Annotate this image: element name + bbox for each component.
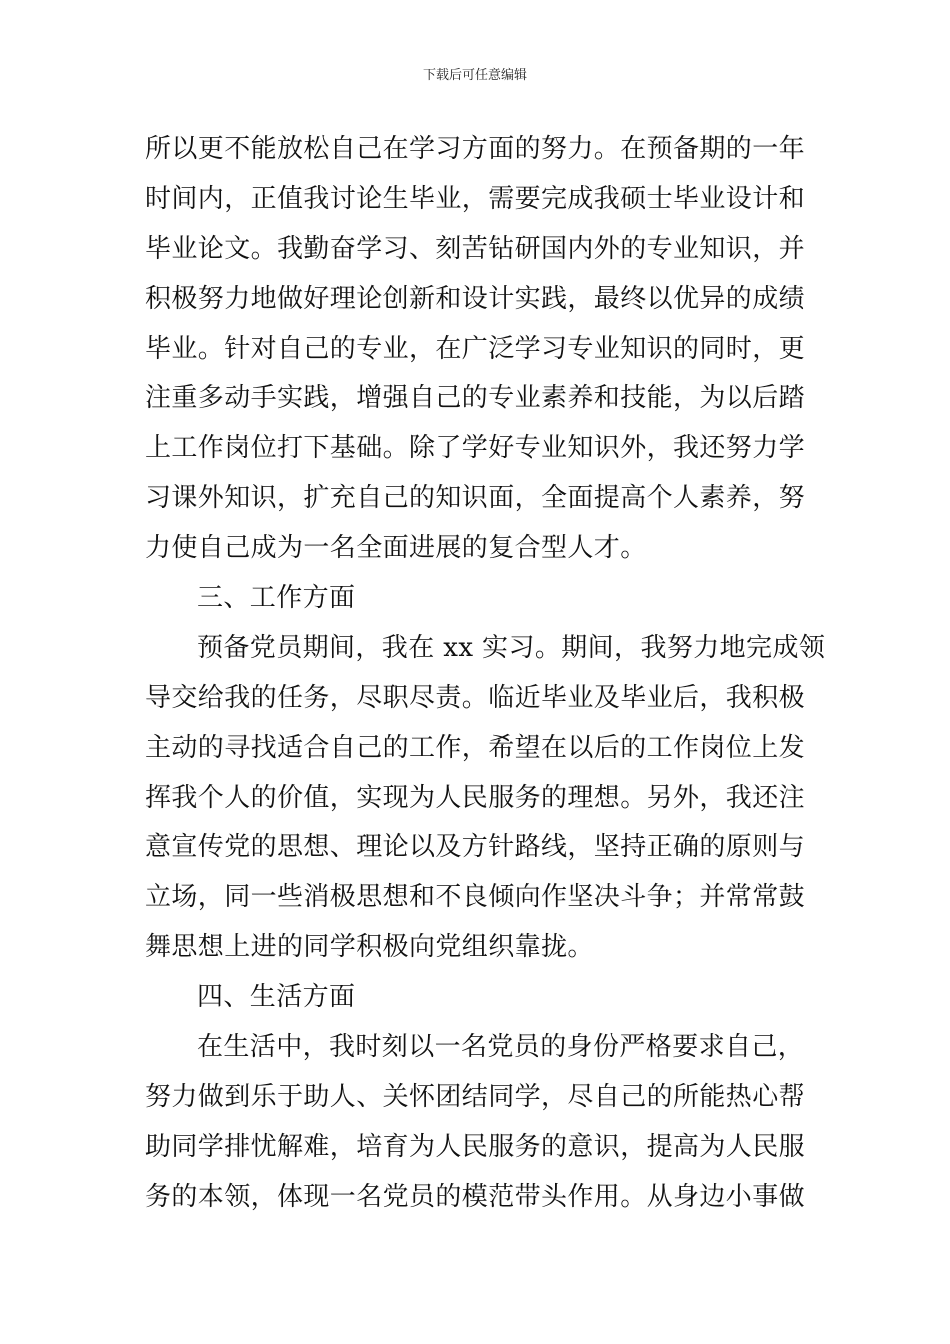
text-line: 努力做到乐于助人、关怀团结同学，尽自己的所能热心帮 — [145, 1081, 806, 1112]
document-body — [145, 125, 826, 1223]
text-line: 积极努力地做好理论创新和设计实践，最终以优异的成绩 — [145, 283, 806, 314]
text-line: 主动的寻找适合自己的工作，希望在以后的工作岗位上发 — [145, 732, 806, 763]
text-line: 务的本领，体现一名党员的模范带头作用。从身边小事做 — [145, 1181, 806, 1212]
text-line: 预备党员期间，我在 xx 实习。期间，我努力地完成领 — [197, 632, 826, 663]
text-line: 力使自己成为一名全面进展的复合型人才。 — [145, 533, 647, 564]
text-line: 时间内，正值我讨论生毕业，需要完成我硕士毕业设计和 — [145, 183, 806, 214]
text-line: 毕业论文。我勤奋学习、刻苦钻研国内外的专业知识，并 — [145, 233, 806, 264]
text-line: 舞思想上进的同学积极向党组织靠拢。 — [145, 932, 594, 963]
text-line: 毕业。针对自己的专业，在广泛学习专业知识的同时，更 — [145, 333, 806, 364]
text-line: 助同学排忧解难，培育为人民服务的意识，提高为人民服 — [145, 1131, 806, 1162]
text-line: 注重多动手实践，增强自己的专业素养和技能，为以后踏 — [145, 383, 806, 414]
text-line: 导交给我的任务，尽职尽责。临近毕业及毕业后，我积极 — [145, 682, 806, 713]
section-heading-life: 四、生活方面 — [197, 982, 356, 1013]
text-line: 在生活中，我时刻以一名党员的身份严格要求自己， — [197, 1032, 805, 1063]
text-line: 习课外知识，扩充自己的知识面，全面提高个人素养，努 — [145, 483, 806, 514]
text-line: 挥我个人的价值，实现为人民服务的理想。另外，我还注 — [145, 782, 806, 813]
text-line: 立场，同一些消极思想和不良倾向作坚决斗争；并常常鼓 — [145, 882, 806, 913]
text-line: 上工作岗位打下基础。除了学好专业知识外，我还努力学 — [145, 433, 806, 464]
text-line: 所以更不能放松自己在学习方面的努力。在预备期的一年 — [145, 134, 806, 164]
page-header: 下载后可任意编辑 — [422, 68, 527, 83]
section-heading-work: 三、工作方面 — [197, 583, 356, 614]
text-line: 意宣传党的思想、理论以及方针路线，坚持正确的原则与 — [145, 832, 806, 863]
